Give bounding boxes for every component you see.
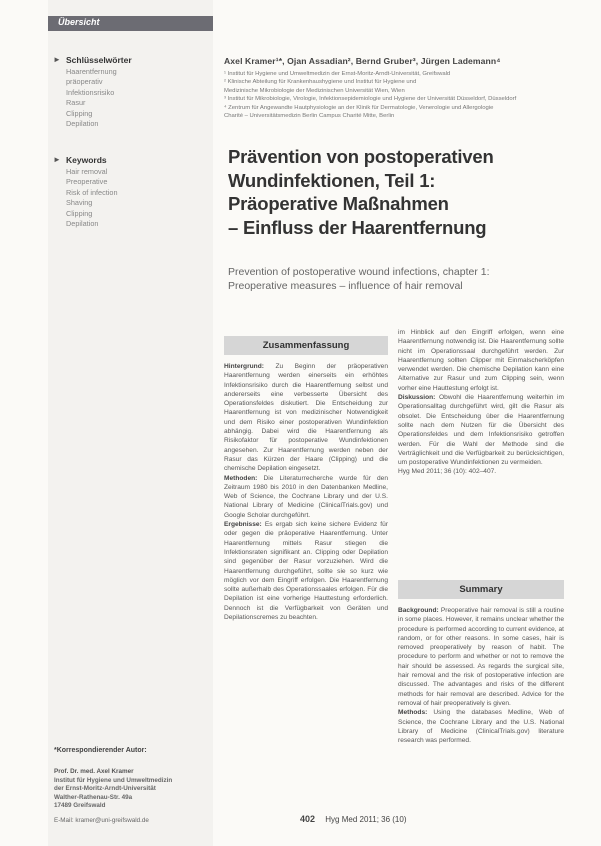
- citation: Hyg Med 2011; 36 (10): 402–407.: [398, 468, 497, 476]
- hintergrund-text: Zu Beginn der präoperativen Haarentfernung werden einerseits ein erhöhtes Infektionsrisiko durch die Haarentfernung selbst und andererseits eine verbesserte Übersicht des Operationsfeldes diskutiert. Die Entscheidung zur Haarentfernung ist von medizinischer Notwendigkeit und dem Risiko einer postoperativen Wundinfektion abhängig. Dabei wird die Haarentfernung als Risikofaktor für postoperative Wundinfektionen angesehen. Zur Haarentfernung werden neben der Rasur das Kürzen der Haare (Clipping) und die chemische Depilation eingesetzt.: [224, 363, 388, 473]
- subtitle-line: Preoperative measures – influence of hair removal: [228, 280, 463, 292]
- article-title: [228, 145, 568, 239]
- english-keywords-block: [53, 155, 206, 229]
- section-label-bar: [48, 16, 213, 31]
- title-line: Prävention von postoperativen: [228, 146, 494, 167]
- affiliations: [224, 70, 564, 120]
- affiliation: ⁴ Zentrum für Angewandte Hautphysiologie an der Klinik für Dermatologie, Venerologie und Allergologie: [224, 104, 494, 111]
- correspondence-email: E-Mail: kramer@uni-greifswald.de: [54, 816, 149, 824]
- background-label: Background:: [398, 607, 439, 614]
- keyword: Infektionsrisiko: [66, 87, 115, 97]
- summary-column: [398, 580, 564, 816]
- keyword: präoperativ: [66, 77, 103, 87]
- summary-heading: Summary: [398, 580, 564, 599]
- keyword: Clipping: [66, 208, 93, 218]
- keyword: Clipping: [66, 108, 93, 118]
- affiliation: Medizinische Mikrobiologie der Medizinischen Universität Wien, Wien: [224, 87, 405, 94]
- correspondence-block: [54, 768, 214, 826]
- affiliation: ² Klinische Abteilung für Krankenhaushygiene und Institut für Hygiene und: [224, 79, 417, 86]
- diskussion-label: Diskussion:: [398, 394, 436, 402]
- background-text: Preoperative hair removal is still a routine in some places. However, it remains unclear whether the procedure is performed according to current evidence, at random, or for other reasons. In some cases, hair is removed preoperatively by reason of habit. The procedure to perform and whether or not to remove the hair should be assessed. As regards the surgical site, hair removal and the risk of postoperative infection are discussed. The advantages and risks of the different methods for hair removal are described. Advice for the removal of hair preoperatively is given.: [398, 607, 564, 707]
- bullet-icon: ►: [53, 155, 61, 164]
- authors: Axel Kramer¹*, Ojan Assadian², Bernd Gruber³, Jürgen Lademann⁴: [224, 56, 501, 66]
- keyword: Depilation: [66, 119, 99, 129]
- right-column-text: [398, 328, 564, 558]
- keyword: Depilation: [66, 219, 99, 229]
- methoden-label: Methoden:: [224, 474, 258, 482]
- keyword: Shaving: [66, 198, 93, 208]
- ergebnisse-text: Es ergab sich keine sichere Evidenz für oder gegen die präoperative Haarentfernung. Unter Haarentfernung mittels Rasur stiegen die Infektionsraten signifikant an. Clipping oder Depilation sind gegenüber der Rasur vorzuziehen. Wird die Haarentfernung durchgeführt, sollte sie so kurz wie möglich vor dem Eingriff erfolgen. Die Haarentfernung sollte außerhalb des Operationssaales erfolgen. Für die Depilation ist eine vorherige Hauttestung erforderlich. Dennoch ist die Verfügbarkeit von Geräten und Depilationscremes zu beachten.: [224, 521, 388, 622]
- keyword: Haarentfernung: [66, 67, 117, 76]
- english-keywords-heading: Keywords: [66, 155, 107, 165]
- keyword: Hair removal: [66, 167, 108, 176]
- keyword: Preoperative: [66, 177, 108, 187]
- ergebnisse-label: Ergebnisse:: [224, 521, 262, 529]
- diskussion-text: Obwohl die Haarentfernung weiterhin im Operationsalltag durchgeführt wird, gilt die Rasur als obsolet. Die Entscheidung über die Haarentfernung sollte nach dem Nutzen für die Übersicht des Operationsfeldes und dem Infektionsrisiko getroffen werden. Für die Wahl der Methode sind die Verträglichkeit und die Verfügbarkeit zu berücksichtigen, um postoperative Wundinfektionen zu vermeiden.: [398, 394, 564, 467]
- german-keywords-heading: Schlüsselwörter: [66, 55, 132, 65]
- bullet-icon: ►: [53, 55, 61, 64]
- page-number: 402: [300, 814, 316, 824]
- title-line: – Einfluss der Haarentfernung: [228, 216, 487, 238]
- methods-label: Methods:: [398, 709, 428, 717]
- title-line: Wundinfektionen, Teil 1:: [228, 169, 436, 191]
- correspondence-line: 17489 Greifswald: [54, 802, 106, 810]
- zusammenfassung-heading: Zusammenfassung: [224, 336, 388, 355]
- correspondence-name: Prof. Dr. med. Axel Kramer: [54, 768, 134, 775]
- methoden-text: Die Literaturrecherche wurde für den Zeitraum 1980 bis 2010 in den Datenbanken Medline, Web of Science, the Cochrane Library und der U.S. National Library of Medicine (ClinicalTrials.gov) und Google Scholar durchgeführt.: [224, 474, 388, 519]
- correspondence-line: der Ernst-Moritz-Arndt-Universität: [54, 785, 156, 793]
- correspondence-line: Institut für Hygiene und Umweltmedizin: [54, 776, 173, 784]
- continuation-text: im Hinblick auf den Eingriff erfolgen, wenn eine Haarentfernung notwendig ist. Die Haarentfernung sollte nicht im Operationssaal durchgeführt werden. Zur Haarentfernung sollten Clipper mit Einmalscherköpfen verwendet werden. Die chemische Depilation kann eine Alternative zur Rasur und zum Clipping sein, wenn vorher eine Hauttestung erfolgt ist.: [398, 329, 564, 392]
- zusammenfassung-text: [224, 362, 388, 816]
- subtitle-line: Prevention of postoperative wound infections, chapter 1:: [228, 266, 490, 278]
- methods-text: Using the databases Medline, Web of Science, the Cochrane Library and the U.S. National Library of Medicine (ClinicalTrials.gov) literature research was performed.: [398, 709, 564, 745]
- summary-text: [398, 606, 564, 816]
- title-line: Präoperative Maßnahmen: [228, 193, 449, 214]
- correspondence-line: Walther-Rathenau-Str. 49a: [54, 793, 133, 801]
- affiliation: Charité – Universitätsmedizin Berlin Campus Charité Mitte, Berlin: [224, 113, 395, 120]
- keyword: Risk of infection: [66, 187, 118, 197]
- journal-reference: Hyg Med 2011; 36 (10): [325, 815, 407, 824]
- german-keywords-block: [53, 55, 206, 129]
- zusammenfassung-column: [224, 336, 388, 816]
- hintergrund-label: Hintergrund:: [224, 363, 264, 370]
- section-label: Übersicht: [58, 17, 100, 27]
- article-subtitle: [228, 265, 558, 293]
- keyword: Rasur: [66, 98, 86, 108]
- correspondence-heading: *Korrespondierender Autor:: [54, 747, 147, 754]
- affiliation: ¹ Institut für Hygiene und Umweltmedizin der Ernst-Moritz-Arndt-Universität, Greifswald: [224, 71, 451, 77]
- page-footer: [300, 814, 407, 824]
- affiliation: ³ Institut für Mikrobiologie, Virologie, Infektionsepidemiologie und Hygiene der Universität Düsseldorf, Düsseldorf: [224, 96, 517, 103]
